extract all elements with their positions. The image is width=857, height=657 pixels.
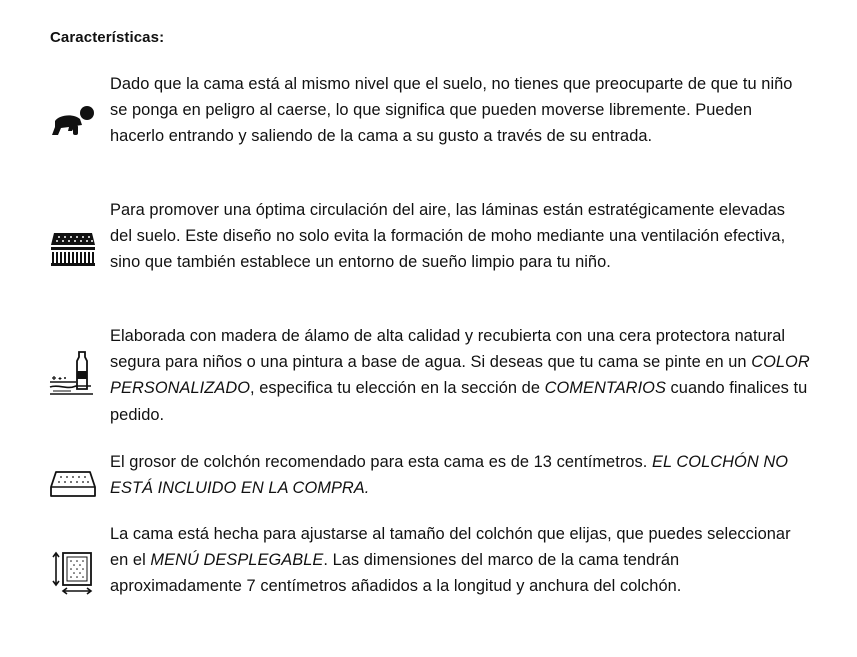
feature-text-part: . Las dimensiones del marco de la cama tendrán aproximadamente 7 centímetros añadidos a la longitud y anchura del colchón.: [110, 551, 682, 596]
feature-text-part: cuando finalices tu pedido.: [110, 379, 808, 424]
feature-text-part: La cama está hecha para ajustarse al tamaño del colchón que elijas, que puedes seleccionar en el: [110, 525, 791, 570]
wood-varnish-icon: [47, 349, 99, 397]
feature-text-part: Elaborada con madera de álamo de alta calidad y recubierta con una cera protectora natural segura para niños o una pintura a base de agua. Si deseas que tu cama se pinte en un: [110, 327, 786, 372]
feature-text-emphasis: EL COLCHÓN NO ESTÁ INCLUIDO EN LA COMPRA.: [110, 453, 789, 498]
feature-text-part: , especifica tu elección en la sección de: [250, 379, 545, 398]
slatted-base-icon: [47, 225, 99, 273]
feature-text-part: El grosor de colchón recomendado para esta cama es de 13 centímetros.: [110, 453, 652, 471]
feature-text: [110, 197, 810, 276]
mattress-icon: [47, 461, 99, 509]
crawling-baby-icon: [47, 99, 99, 147]
features-heading: Características:: [50, 29, 165, 46]
feature-text: [110, 449, 810, 501]
feature-text: [110, 521, 810, 600]
feature-text-emphasis: COMENTARIOS: [544, 379, 666, 398]
feature-text: [110, 71, 810, 150]
dimensions-icon: [47, 549, 99, 597]
feature-text: [110, 323, 810, 428]
feature-text-emphasis: MENÚ DESPLEGABLE: [150, 551, 324, 570]
feature-text-part: Para promover una óptima circulación del aire, las láminas están estratégicamente elevadas del suelo. Este diseño no solo evita la formación de moho mediante una ventilación efectiva, sino que también establece un entorno de sueño limpio para tu niño.: [110, 201, 786, 272]
feature-text-emphasis: COLOR PERSONALIZADO: [110, 353, 810, 398]
feature-text-part: Dado que la cama está al mismo nivel que el suelo, no tienes que preocuparte de que tu niño se ponga en peligro al caerse, lo que significa que pueden moverse libremente. Pueden hacerlo entrando y saliendo de la cama a su gusto a través de su entrada.: [110, 75, 793, 146]
